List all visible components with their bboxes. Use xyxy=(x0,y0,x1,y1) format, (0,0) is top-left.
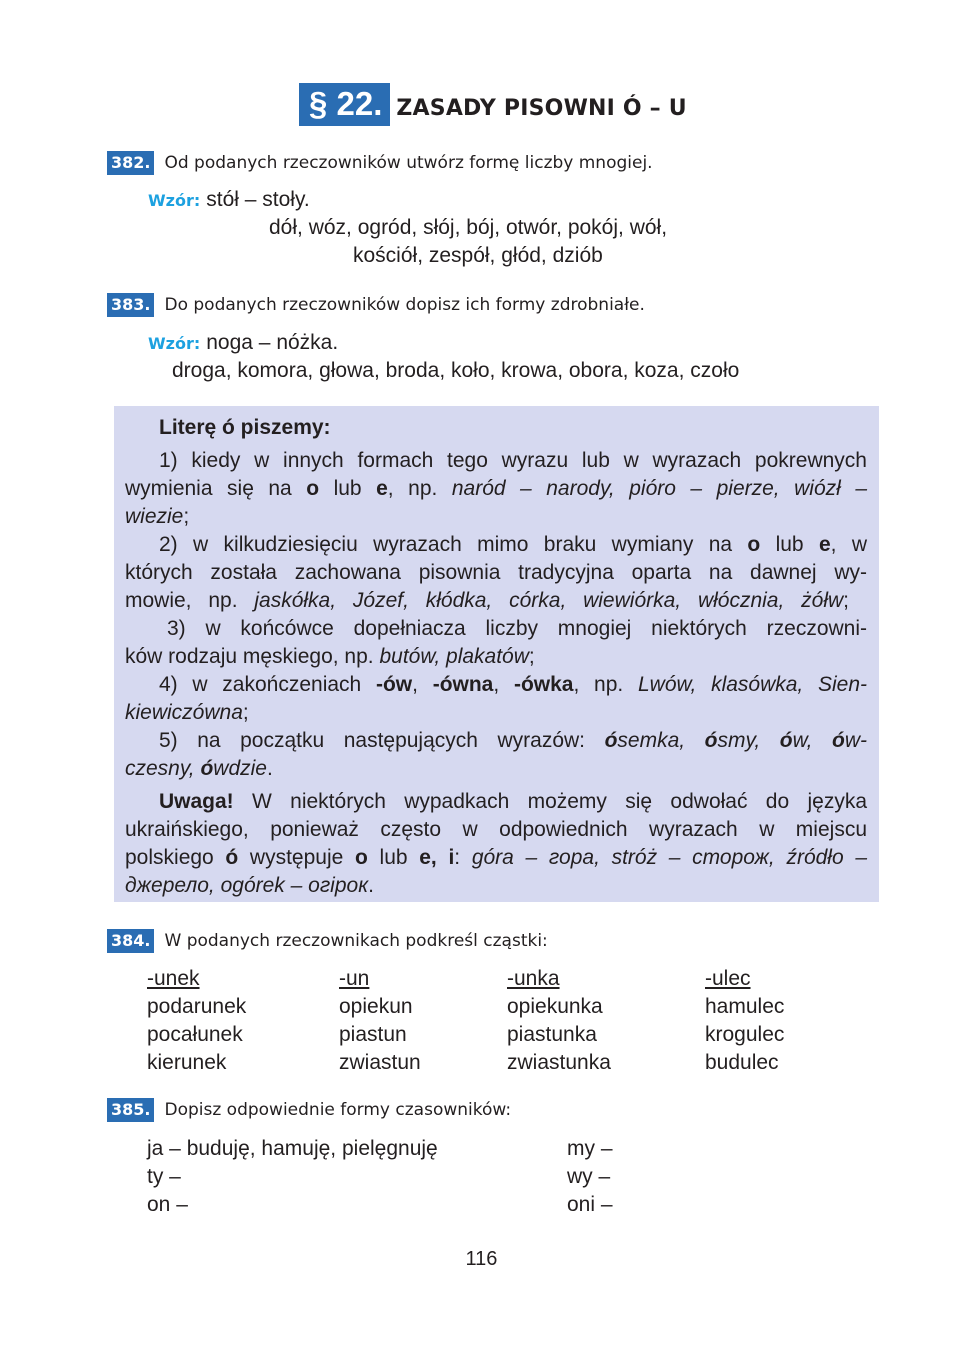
rule-note-line: ukraińskiego, ponieważ często w odpowiednich wyrazach w miejscu xyxy=(125,818,867,841)
exercise-384-header xyxy=(107,929,548,953)
exercise-instruction: Dopisz odpowiednie formy czasowników: xyxy=(164,1100,512,1120)
section-number: § 22. xyxy=(299,83,390,126)
suffix-column-unka xyxy=(507,965,611,1077)
verb-forms-right xyxy=(567,1135,613,1219)
rule-line: 5) na początku następujących wyrazów: ósemka, ósmy, ów, ów- xyxy=(159,729,867,752)
exercise-382-words-line2: kościół, zespół, głód, dziób xyxy=(353,244,603,267)
page-number: 116 xyxy=(465,1248,498,1270)
word: zwiastun xyxy=(339,1051,421,1074)
rule-line: czesny, ówdzie. xyxy=(125,757,273,780)
suffix-head: -ulec xyxy=(705,967,751,990)
section-title: ZASADY PISOWNI Ó – U xyxy=(396,96,687,121)
verb-form: my – xyxy=(567,1137,613,1160)
exercise-instruction: W podanych rzeczownikach podkreśl cząstki: xyxy=(164,931,548,951)
word: krogulec xyxy=(705,1023,785,1046)
suffix-head: -unek xyxy=(147,967,200,990)
verb-form: oni – xyxy=(567,1193,613,1216)
suffix-column-unek xyxy=(147,965,246,1077)
rule-line: ków rodzaju męskiego, np. butów, plakatów; xyxy=(125,645,535,668)
rule-line: 1) kiedy w innych formach tego wyrazu lub w wyrazach pokrewnych xyxy=(159,449,867,472)
word: piastun xyxy=(339,1023,407,1046)
exercise-number: 382. xyxy=(107,151,154,175)
rule-note-line: Uwaga! W niektórych wypadkach możemy się odwołać do języka xyxy=(159,790,867,813)
verb-form: on – xyxy=(147,1193,188,1216)
suffix-column-ulec xyxy=(705,965,784,1077)
exercise-383-example xyxy=(148,331,338,355)
exercise-385-header xyxy=(107,1098,511,1122)
rule-line: 3) w końcówce dopełniacza liczby mnogiej niektórych rzeczowni- xyxy=(167,617,867,640)
rule-note-line: polskiego ó występuje o lub e, i: góra – гора, stróż – сторож, źródło – xyxy=(125,846,868,869)
rule-line: mowie, np. jaskółka, Józef, kłódka, córka, wiewiórka, włócznia, żółw; xyxy=(125,589,849,612)
exercise-number: 383. xyxy=(107,293,154,317)
example-text: stół – stoły. xyxy=(206,188,310,211)
exercise-number: 385. xyxy=(107,1098,154,1122)
suffix-head: -un xyxy=(339,967,370,990)
word: opiekunka xyxy=(507,995,603,1018)
verb-forms-left xyxy=(147,1135,438,1219)
word: budulec xyxy=(705,1051,779,1074)
rule-line: których została zachowana pisownia tradycyjna oparta na dawnej wy- xyxy=(125,561,867,584)
rule-line: kiewiczówna; xyxy=(125,701,249,724)
exercise-383-words: droga, komora, głowa, broda, koło, krowa, obora, koza, czoło xyxy=(172,359,740,382)
word: pocałunek xyxy=(147,1023,243,1046)
rule-line: wiezie; xyxy=(125,505,190,528)
word: opiekun xyxy=(339,995,413,1018)
verb-form: ja – buduję, hamuję, pielęgnuję xyxy=(147,1137,438,1160)
section-heading xyxy=(299,83,687,126)
rule-heading: Literę ó piszemy: xyxy=(159,416,331,439)
example-label: Wzór: xyxy=(148,334,201,353)
example-label: Wzór: xyxy=(148,191,201,210)
rule-line: 4) w zakończeniach -ów, -ówna, -ówka, np. Lwów, klasówka, Sien- xyxy=(159,673,868,696)
exercise-382-example xyxy=(148,188,310,212)
verb-form: wy – xyxy=(567,1165,611,1188)
word: zwiastunka xyxy=(507,1051,611,1074)
word: podarunek xyxy=(147,995,247,1018)
word: piastunka xyxy=(507,1023,597,1046)
exercise-382-header xyxy=(107,151,653,175)
suffix-column-un xyxy=(339,965,421,1077)
exercise-382-words-line1: dół, wóz, ogród, słój, bój, otwór, pokój, wół, xyxy=(269,216,668,239)
exercise-instruction: Od podanych rzeczowników utwórz formę liczby mnogiej. xyxy=(164,153,653,173)
rule-line: 2) w kilkudziesięciu wyrazach mimo braku wymiany na o lub e, w xyxy=(159,533,867,556)
rule-line: wymienia się na o lub e, np. naród – narody, pióro – pierze, wiózł – xyxy=(125,477,868,500)
example-text: noga – nóżka. xyxy=(206,331,339,354)
word: kierunek xyxy=(147,1051,227,1074)
rule-note-line: джерело, ogórek – огірок. xyxy=(125,874,374,897)
suffix-head: -unka xyxy=(507,967,560,990)
verb-form: ty – xyxy=(147,1165,181,1188)
exercise-number: 384. xyxy=(107,929,154,953)
exercise-instruction: Do podanych rzeczowników dopisz ich formy zdrobniałe. xyxy=(164,295,645,315)
word: hamulec xyxy=(705,995,785,1018)
exercise-383-header xyxy=(107,293,645,317)
